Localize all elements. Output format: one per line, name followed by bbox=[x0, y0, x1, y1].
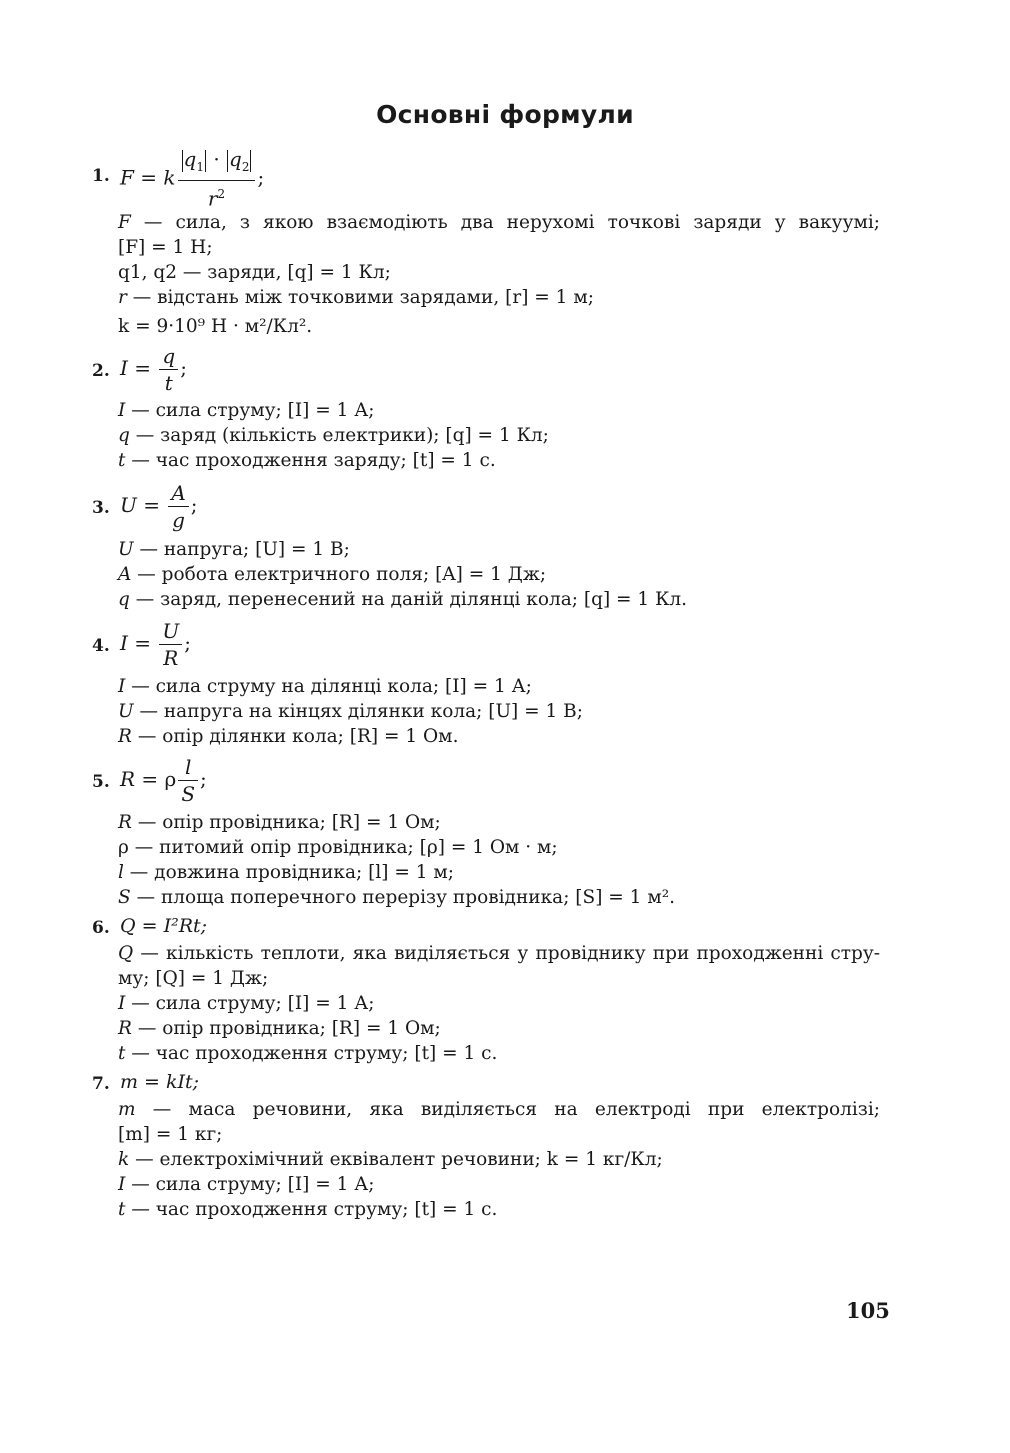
item-number: 1. bbox=[92, 166, 110, 186]
desc-line: I — сила струму на ділянці кола; [I] = 1 А; bbox=[118, 676, 532, 697]
desc-line: R — опір ділянки кола; [R] = 1 Ом. bbox=[118, 726, 459, 747]
desc-line: A — робота електричного поля; [A] = 1 Дж; bbox=[118, 564, 547, 585]
desc-line: k — електрохімічний еквівалент речовини; k = 1 кг/Кл; bbox=[118, 1149, 663, 1170]
desc-line: I — сила струму; [I] = 1 А; bbox=[118, 400, 375, 421]
item-number: 3. bbox=[92, 498, 110, 518]
desc-line: q — заряд, перенесений на даній ділянці кола; [q] = 1 Кл. bbox=[118, 589, 688, 610]
desc-line: му; [Q] = 1 Дж; bbox=[118, 968, 269, 989]
formula-description bbox=[118, 1097, 880, 1222]
desc-line: ρ — питомий опір провідника; [ρ] = 1 Ом · м; bbox=[118, 837, 558, 858]
desc-line: F — сила, з якою взаємодіють два нерухомі точкові заряди у вакуумі; bbox=[118, 212, 880, 233]
desc-line: t — час проходження заряду; [t] = 1 с. bbox=[118, 450, 496, 471]
item-number: 5. bbox=[92, 772, 110, 792]
desc-line: I — сила струму; [I] = 1 А; bbox=[118, 993, 375, 1014]
desc-line: U — напруга; [U] = 1 В; bbox=[118, 539, 350, 560]
desc-line: q — заряд (кількість електрики); [q] = 1 Кл; bbox=[118, 425, 549, 446]
desc-line: [m] = 1 кг; bbox=[118, 1124, 223, 1145]
desc-line: l — довжина провідника; [l] = 1 м; bbox=[118, 862, 455, 883]
formula-ohm-law: I = $\frac{U}{R}$ ; bbox=[120, 619, 191, 670]
page-number: 105 bbox=[846, 1298, 890, 1323]
formula-description bbox=[118, 941, 880, 1066]
formula-description bbox=[118, 537, 880, 612]
desc-line: [F] = 1 Н; bbox=[118, 237, 213, 258]
desc-line: r — відстань між точковими зарядами, [r] = 1 м; bbox=[118, 287, 594, 308]
formula-description bbox=[118, 210, 880, 339]
formula-description bbox=[118, 810, 880, 910]
item-number: 6. bbox=[92, 918, 110, 938]
formula-coulomb: F = k $\frac{q_1 \cdot q_2}{r^2}$ ; bbox=[120, 147, 265, 211]
desc-line: m — маса речовини, яка виділяється на електроді при електролізі; bbox=[118, 1099, 880, 1120]
formula-resistance: R = ρ $\frac{l}{S}$ ; bbox=[120, 755, 207, 806]
page-title: Основні формули bbox=[376, 100, 634, 129]
desc-line: I — сила струму; [I] = 1 А; bbox=[118, 1174, 375, 1195]
desc-line: R — опір провідника; [R] = 1 Ом; bbox=[118, 1018, 441, 1039]
item-number: 2. bbox=[92, 361, 110, 381]
formula-description bbox=[118, 674, 880, 749]
desc-line: U — напруга на кінцях ділянки кола; [U] = 1 В; bbox=[118, 701, 584, 722]
desc-line: t — час проходження струму; [t] = 1 с. bbox=[118, 1199, 498, 1220]
item-number: 7. bbox=[92, 1074, 110, 1094]
desc-line: R — опір провідника; [R] = 1 Ом; bbox=[118, 812, 441, 833]
item-number: 4. bbox=[92, 636, 110, 656]
desc-line: q1, q2 — заряди, [q] = 1 Кл; bbox=[118, 262, 391, 283]
desc-line: t — час проходження струму; [t] = 1 с. bbox=[118, 1043, 498, 1064]
formula-description bbox=[118, 398, 880, 473]
formula-faraday: m = kIt; bbox=[120, 1071, 200, 1093]
formula-voltage: U = $\frac{A}{g}$ ; bbox=[120, 481, 198, 532]
formula-joule-lenz: Q = I²Rt; bbox=[120, 915, 208, 937]
desc-line: S — площа поперечного перерізу провідника; [S] = 1 м². bbox=[118, 887, 676, 908]
desc-line: k = 9·10⁹ Н · м²/Кл². bbox=[118, 316, 313, 337]
formula-current: I = $\frac{q}{t}$ ; bbox=[120, 344, 187, 395]
desc-line: Q — кількість теплоти, яка виділяється у провіднику при проходженні стру- bbox=[118, 943, 880, 964]
